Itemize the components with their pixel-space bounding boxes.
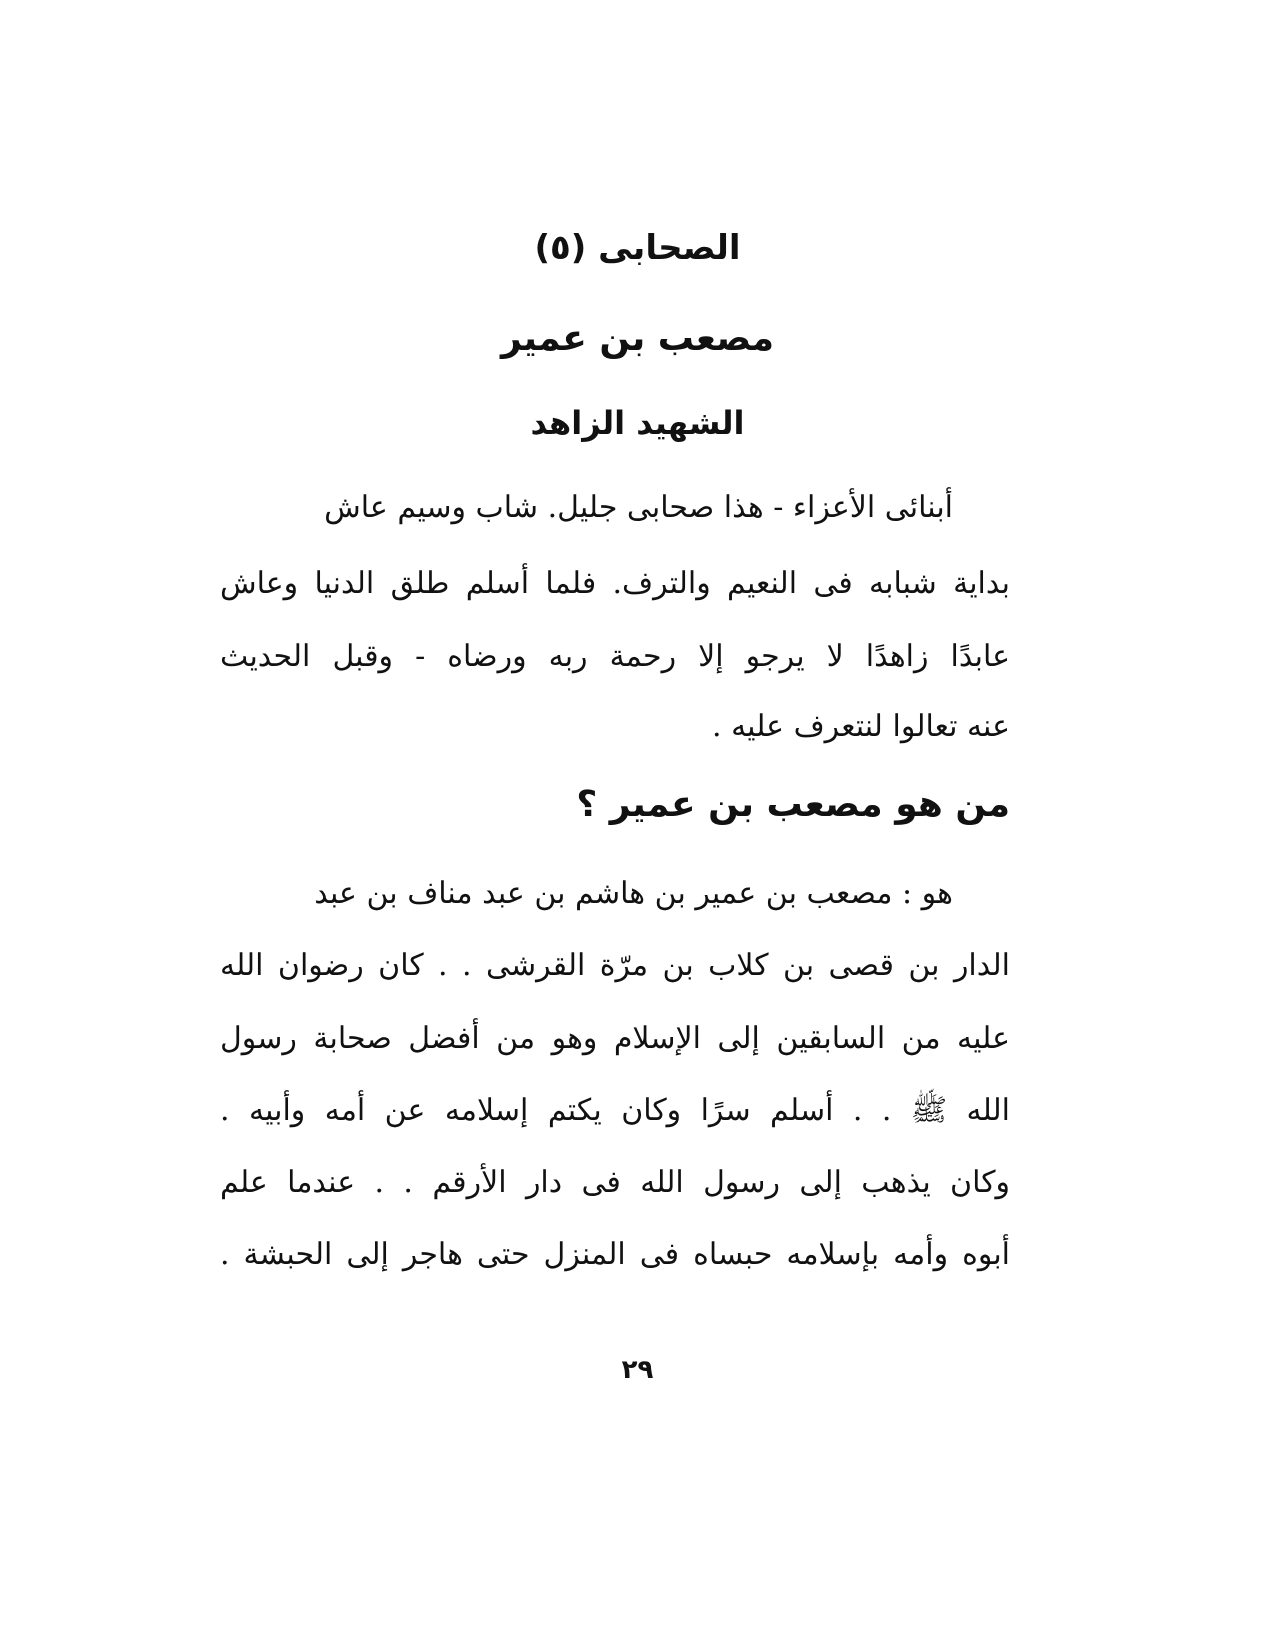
section-heading: من هو مصعب بن عمير ؟ [576,784,1010,825]
chapter-title: الصحابى (٥) [534,228,741,268]
body-line: هو : مصعب بن عمير بن هاشم بن عبد مناف بن عبد [314,876,953,911]
intro-line: عابدًا زاهدًا لا يرجو إلا رحمة ربه ورضاه - وقبل الحديث [220,639,1010,674]
intro-line: بداية شبابه فى النعيم والترف. فلما أسلم طلق الدنيا وعاش [220,566,1010,601]
body-line: وكان يذهب إلى رسول الله فى دار الأرقم . . عندما علم [220,1165,1010,1200]
page-number: ٢٩ [621,1355,654,1385]
body-line: أبوه وأمه بإسلامه حبساه فى المنزل حتى هاجر إلى الحبشة . [220,1237,1010,1272]
body-line: عليه من السابقين إلى الإسلام وهو من أفضل صحابة رسول [220,1021,1010,1056]
companion-name: مصعب بن عمير [501,318,774,359]
body-line: الدار بن قصى بن كلاب بن مرّة القرشى . . كان رضوان الله [220,948,1010,983]
intro-line: أبنائى الأعزاء - هذا صحابى جليل. شاب وسيم عاش [324,490,953,525]
companion-subtitle: الشهيد الزاهد [530,404,745,442]
intro-line: عنه تعالوا لنتعرف عليه . [712,709,1010,744]
body-line: الله ﷺ . . أسلم سرًا وكان يكتم إسلامه عن أمه وأبيه . [220,1093,1010,1128]
